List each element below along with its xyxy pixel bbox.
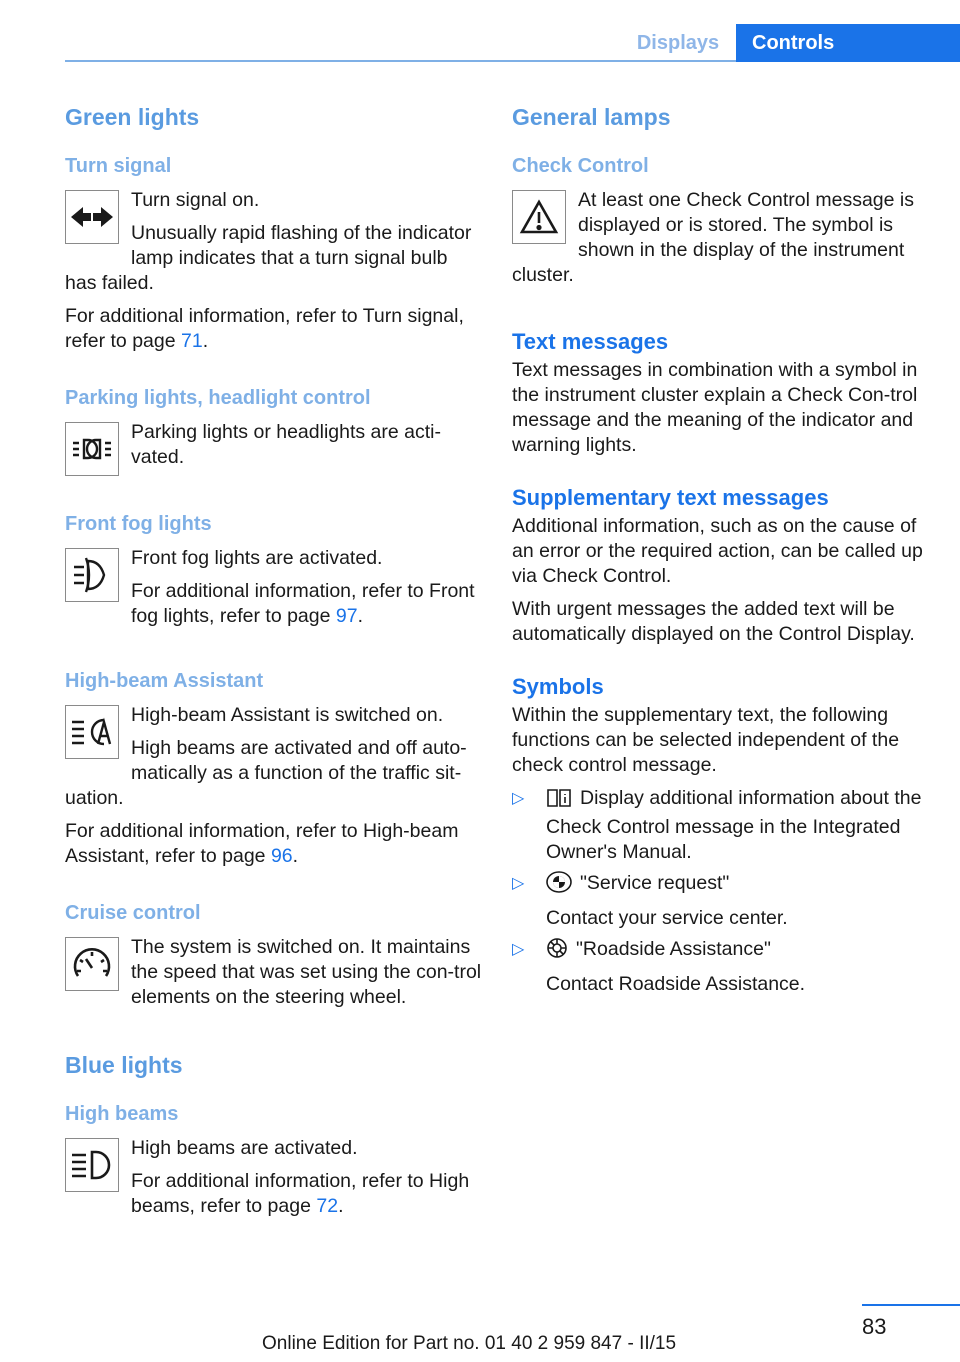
turn-signal-section <box>65 152 483 354</box>
cruise-control-icon <box>65 937 119 991</box>
symbols-list <box>512 786 932 997</box>
cruise-section <box>65 899 483 1018</box>
cruise-title: Cruise control <box>65 902 201 924</box>
footer-rule <box>862 1304 960 1306</box>
right-column <box>512 100 932 1003</box>
check-control-text-1: At least one Check Control message is displayed or is stored. The symbol is shown in the display of the instrument cluster. <box>512 189 914 286</box>
high-beam-assistant-icon <box>65 705 119 759</box>
turn-signal-icon <box>65 190 119 244</box>
list-item: ▷ Display additional information about the Check Control message in the Integrated Owner's Manual. <box>512 787 922 863</box>
left-column <box>65 100 483 1257</box>
supp-text-1: Additional information, such as on the cause of an error or the required action, can be called up via Check Control. <box>512 515 923 587</box>
blue-lights-heading: Blue lights <box>65 1052 183 1078</box>
list-item-sub: Contact Roadside Assistance. <box>546 973 806 995</box>
tab-controls[interactable]: Controls <box>736 24 960 62</box>
high-beams-section <box>65 1100 483 1227</box>
parking-section <box>65 384 483 480</box>
supp-title: Supplementary text messages <box>512 485 829 510</box>
hba-text-2: High beams are activated and off auto‐matically as a function of the traffic sit‐uation. <box>65 737 467 809</box>
check-control-title: Check Control <box>512 155 649 177</box>
page-link-72[interactable]: 72 <box>316 1195 339 1217</box>
front-fog-text-1: Front fog lights are activated. <box>131 547 383 569</box>
front-fog-title: Front fog lights <box>65 513 212 535</box>
general-lamps-heading: General lamps <box>512 104 671 130</box>
front-fog-text-2: For additional information, refer to Front fog lights, refer to page 97. <box>131 580 475 627</box>
list-item: ▷ "Service request" Contact your service center. <box>512 871 932 931</box>
list-item: ▷ "Roadside Assistance" Contact Roadside Assistance. <box>512 937 932 997</box>
high-beams-text-2: For additional information, refer to High beams, refer to page 72. <box>131 1170 470 1217</box>
text-messages-title: Text messages <box>512 329 669 354</box>
hba-title: High-beam Assistant <box>65 670 264 692</box>
turn-signal-text-1: Turn signal on. <box>131 189 260 211</box>
front-fog-section <box>65 510 483 637</box>
list-item-sub: Contact your service center. <box>546 907 788 929</box>
hba-ref: For additional information, refer to High-beam Assistant, refer to page 96. <box>65 820 459 867</box>
text-messages-text: Text messages in combination with a symbol in the instrument cluster explain a Check Con‐trol message and the meaning of the indicator and warning lights. <box>512 359 918 456</box>
manual-book-icon <box>546 788 572 815</box>
turn-signal-title: Turn signal <box>65 155 172 177</box>
turn-signal-text-2: Unusually rapid flashing of the indicator lamp indicates that a turn signal bulb has failed. <box>65 222 472 294</box>
parking-lights-icon <box>65 422 119 476</box>
green-lights-heading: Green lights <box>65 104 200 130</box>
cruise-text-1: The system is switched on. It maintains the speed that was set using the con‐trol elements on the steering wheel. <box>131 936 482 1008</box>
page-link-71[interactable]: 71 <box>181 330 203 352</box>
edition-note: Online Edition for Part no. 01 40 2 959 847 - II/15 <box>262 1333 677 1354</box>
symbols-text: Within the supplementary text, the following functions can be selected independent of the check control message. <box>512 704 900 776</box>
symbols-title: Symbols <box>512 674 604 699</box>
parking-title: Parking lights, headlight control <box>65 387 371 409</box>
page-number: 83 <box>862 1314 887 1339</box>
page-link-96[interactable]: 96 <box>270 845 293 867</box>
warning-triangle-icon <box>512 190 566 244</box>
high-beams-title: High beams <box>65 1103 179 1125</box>
bmw-service-icon <box>546 871 572 900</box>
front-fog-icon <box>65 548 119 602</box>
hba-section <box>65 667 483 869</box>
check-control-section <box>512 152 932 296</box>
hba-text-1: High-beam Assistant is switched on. <box>131 704 444 726</box>
parking-text-1: Parking lights or headlights are acti‐vated. <box>131 421 441 468</box>
turn-signal-ref: For additional information, refer to Turn signal, refer to page 71. <box>65 305 464 352</box>
supp-text-2: With urgent messages the added text will be automatically displayed on the Control Display. <box>512 598 915 645</box>
page-link-97[interactable]: 97 <box>335 605 358 627</box>
high-beams-text-1: High beams are activated. <box>131 1137 358 1159</box>
high-beams-icon <box>65 1138 119 1192</box>
roadside-assistance-icon <box>546 937 568 966</box>
tab-displays[interactable]: Displays <box>636 32 720 54</box>
